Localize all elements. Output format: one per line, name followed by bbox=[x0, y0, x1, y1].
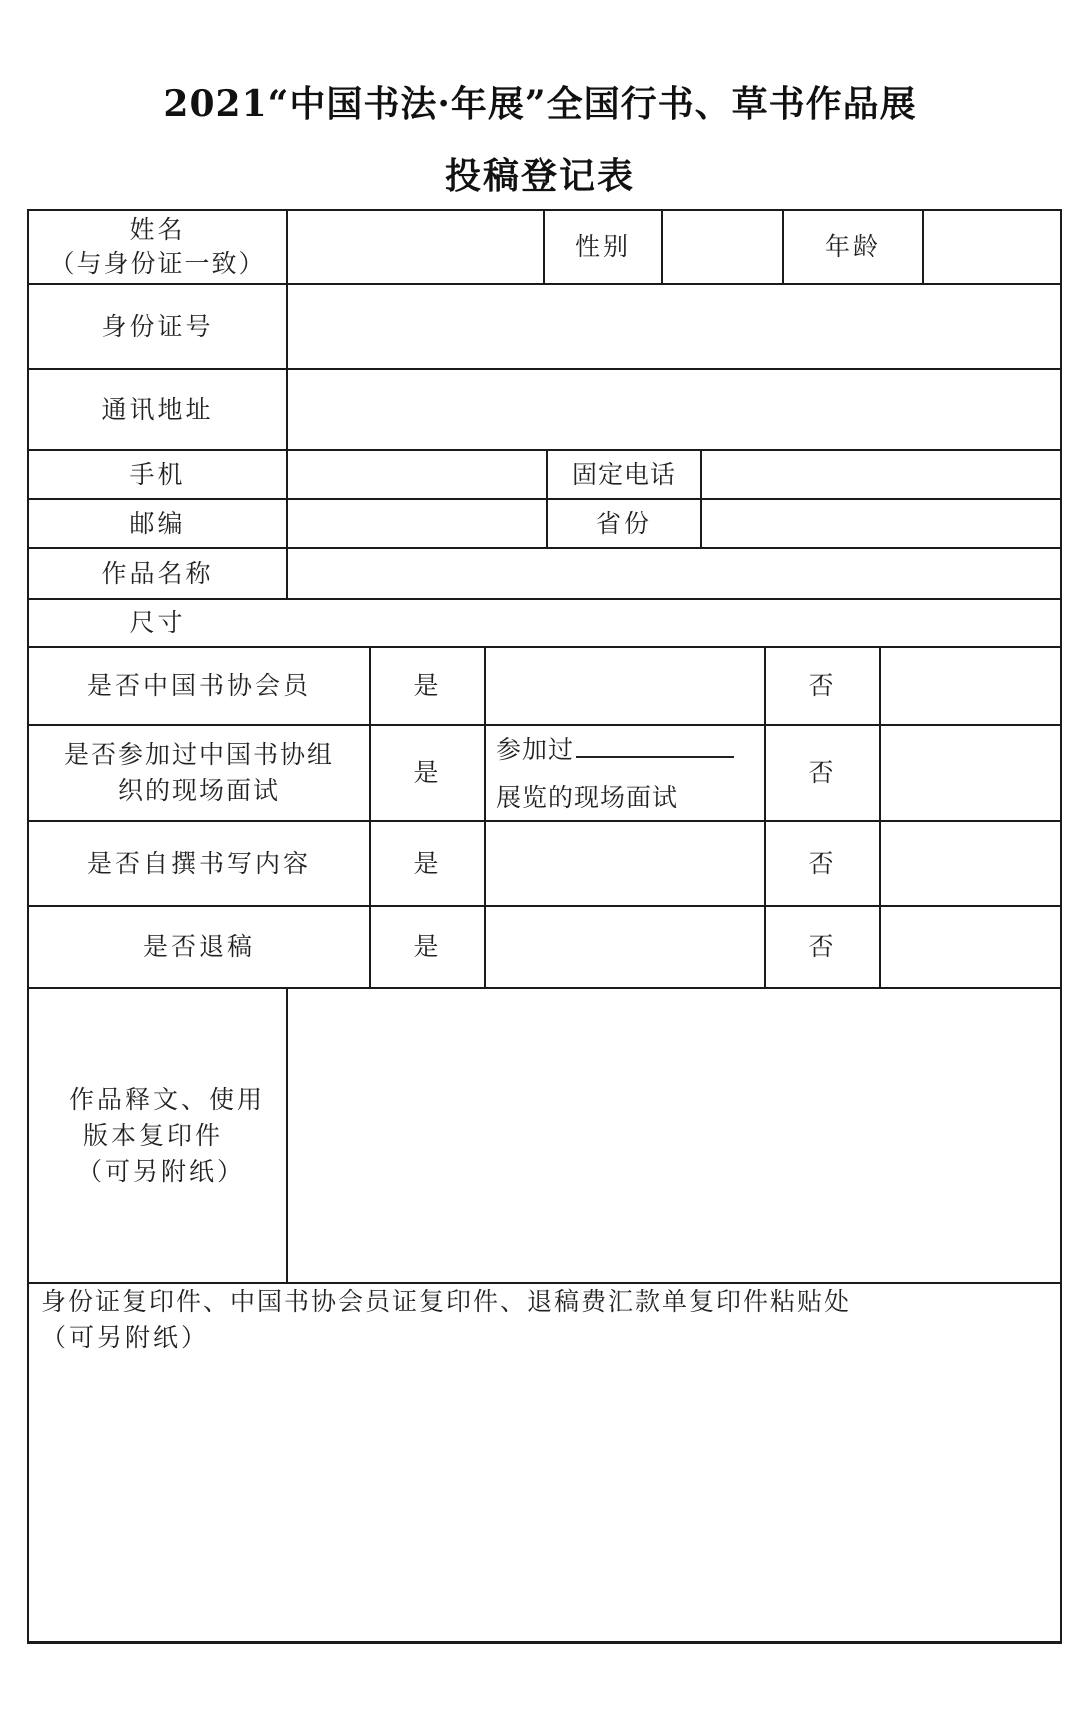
interview-detail bbox=[496, 730, 762, 818]
return-work-yes-field[interactable] bbox=[486, 907, 764, 987]
interview-yes-label: 是 bbox=[413, 758, 442, 787]
self-composed-question: 是否自撰书写内容 bbox=[86, 848, 311, 878]
transcription-label bbox=[29, 989, 286, 1282]
address-field[interactable] bbox=[288, 370, 1060, 449]
attachments-label-line1: 身份证复印件、中国书协会员证复印件、退稿费汇款单复印件粘贴处 bbox=[41, 1287, 852, 1316]
return-work-no-field[interactable] bbox=[881, 907, 1060, 987]
size-field[interactable] bbox=[288, 600, 1060, 646]
self-composed-yes-field[interactable] bbox=[486, 822, 764, 905]
gender-field[interactable] bbox=[663, 211, 782, 283]
work-title-label: 作品名称 bbox=[101, 558, 214, 588]
transcription-field[interactable] bbox=[288, 989, 1060, 1282]
name-label-text: 姓名 bbox=[129, 215, 186, 244]
interview-question-line2: 织的现场面试 bbox=[117, 776, 280, 805]
name-label bbox=[29, 211, 286, 283]
return-work-question: 是否退稿 bbox=[142, 932, 255, 961]
cca-member-yes-label: 是 bbox=[413, 671, 442, 700]
self-composed-no-label: 否 bbox=[808, 848, 837, 878]
province-field[interactable] bbox=[702, 500, 1060, 547]
return-work-no-label: 否 bbox=[808, 932, 837, 961]
transcription-label-line3: （可另附纸） bbox=[77, 1156, 246, 1186]
self-composed-no-field[interactable] bbox=[881, 822, 1060, 905]
age-field[interactable] bbox=[924, 211, 1060, 283]
interview-question-line1: 是否参加过中国书协组 bbox=[63, 740, 334, 769]
interview-detail-prefix: 参加过 bbox=[496, 735, 575, 764]
work-title-field[interactable] bbox=[288, 549, 1060, 598]
attachments-area[interactable] bbox=[29, 1284, 1060, 1641]
interview-no-label: 否 bbox=[808, 758, 837, 787]
interview-question bbox=[29, 726, 369, 820]
attachments-label-line2: （可另附纸） bbox=[41, 1323, 210, 1352]
cca-member-no-label: 否 bbox=[808, 671, 837, 700]
return-work-yes-label: 是 bbox=[413, 932, 442, 961]
name-label-note: （与身份证一致） bbox=[49, 249, 266, 278]
postcode-label: 邮编 bbox=[129, 508, 186, 538]
gender-label: 性别 bbox=[574, 232, 631, 261]
cca-member-yes-field[interactable] bbox=[486, 648, 764, 724]
transcription-label-line2: 版本复印件 bbox=[83, 1120, 224, 1150]
age-label: 年龄 bbox=[824, 232, 881, 261]
exhibition-name-blank[interactable] bbox=[576, 734, 734, 758]
interview-no-field[interactable] bbox=[881, 726, 1060, 820]
mobile-field[interactable] bbox=[288, 451, 546, 498]
mobile-label: 手机 bbox=[129, 459, 186, 489]
name-field[interactable] bbox=[288, 211, 543, 283]
table-border-bottom bbox=[27, 1641, 1062, 1644]
landline-field[interactable] bbox=[702, 451, 1060, 498]
size-label: 尺寸 bbox=[129, 608, 186, 637]
province-label: 省份 bbox=[595, 508, 652, 538]
postcode-field[interactable] bbox=[288, 500, 546, 547]
table-border-right bbox=[1060, 209, 1062, 1643]
document-title: 2021“中国书法·年展”全国行书、草书作品展 bbox=[163, 83, 917, 125]
cca-member-question: 是否中国书协会员 bbox=[86, 671, 311, 700]
interview-detail-line1 bbox=[496, 730, 734, 770]
transcription-label-line1: 作品释文、使用 bbox=[69, 1084, 266, 1114]
address-label: 通讯地址 bbox=[101, 394, 214, 424]
id-number-field[interactable] bbox=[288, 285, 1060, 368]
landline-label: 固定电话 bbox=[571, 459, 676, 489]
self-composed-yes-label: 是 bbox=[413, 848, 442, 878]
cca-member-no-field[interactable] bbox=[881, 648, 1060, 724]
id-number-label: 身份证号 bbox=[101, 311, 214, 341]
document-subtitle: 投稿登记表 bbox=[444, 155, 635, 197]
interview-detail-suffix: 展览的现场面试 bbox=[496, 783, 679, 812]
